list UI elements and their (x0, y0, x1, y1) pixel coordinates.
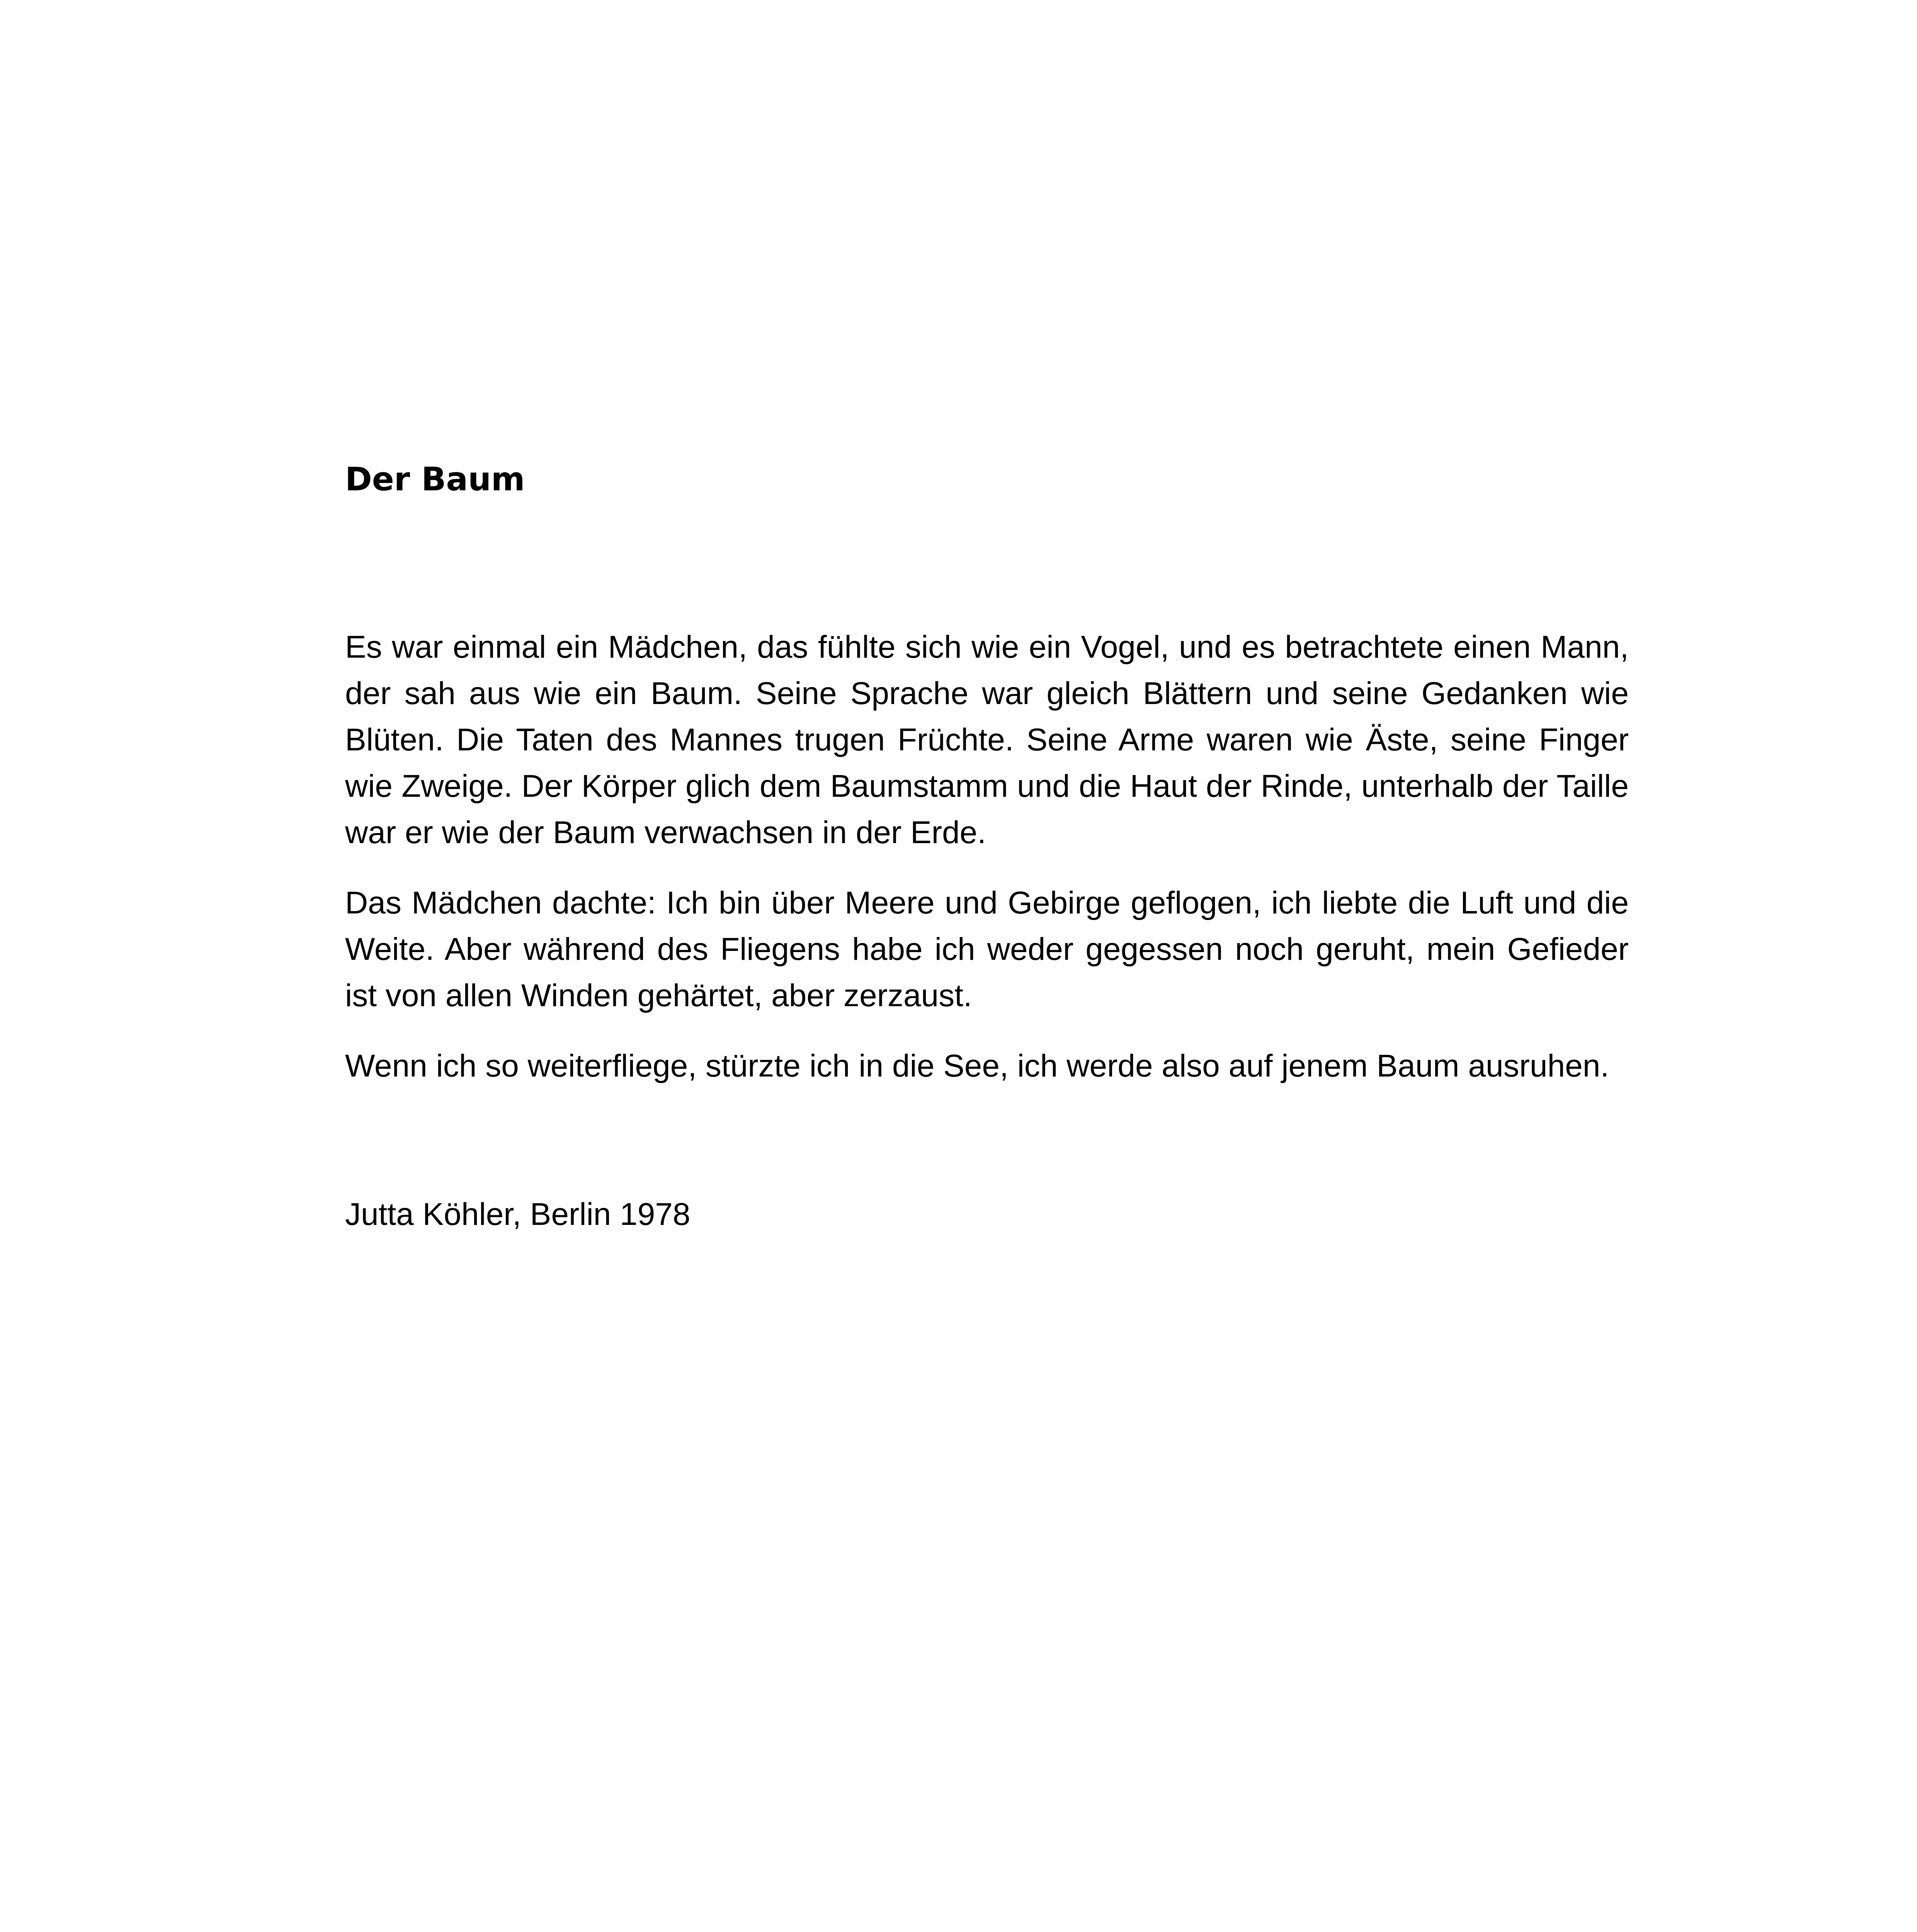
story-text (345, 624, 1629, 1089)
page-content (345, 454, 1629, 1238)
story-paragraph-3: Wenn ich so weiterfliege, stürzte ich in die See, ich werde also auf jenem Baum ausruhen. (345, 1048, 1609, 1083)
story-paragraph-1: Es war einmal ein Mädchen, das fühlte sich wie ein Vogel, und es betrachtete einen Mann, der sah aus wie ein Baum. Seine Sprache war gleich Blättern und seine Gedanken wie Blüten. Die Taten des Mannes trugen Früchte. Seine Arme waren wie Äste, seine Finger wie Zweige. Der Körper glich dem Baumstamm und die Haut der Rinde, unterhalb der Taille war er wie der Baum verwachsen in der Erde. (345, 629, 1629, 850)
story-title: Der Baum (345, 460, 525, 498)
story-paragraph-2: Das Mädchen dachte: Ich bin über Meere und Gebirge geflogen, ich liebte die Luft und die Weite. Aber während des Fliegens habe ich weder gegessen noch geruht, mein Gefieder ist von allen Winden gehärtet, aber zerzaust. (345, 885, 1629, 1013)
author-signature: Jutta Köhler, Berlin 1978 (345, 1197, 691, 1232)
